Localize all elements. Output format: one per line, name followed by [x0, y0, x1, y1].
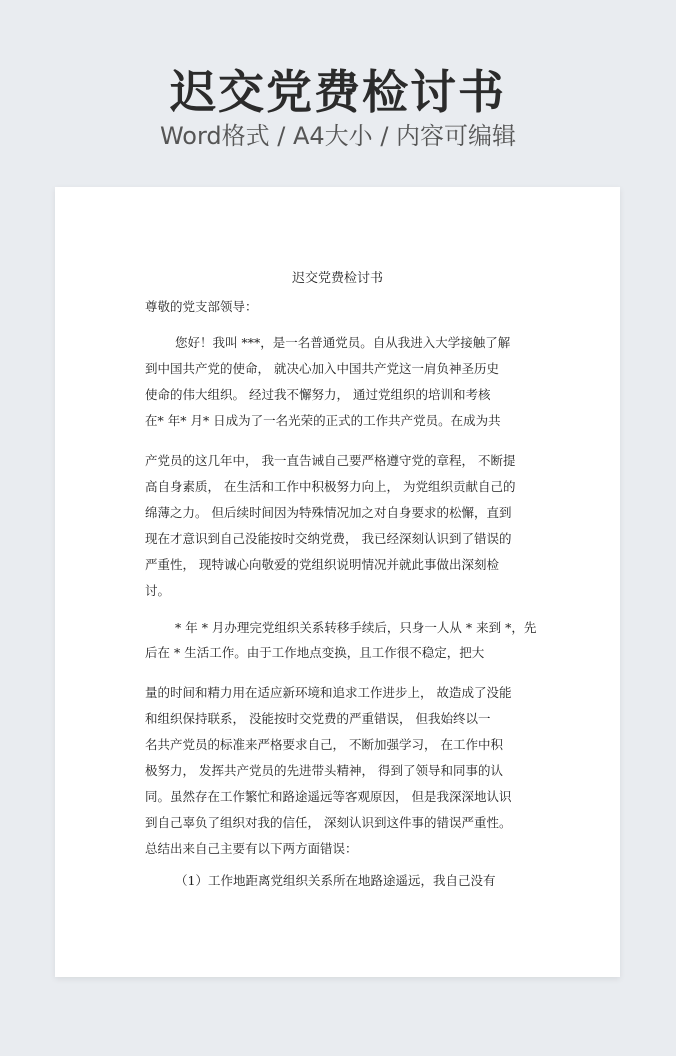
document-line: （1）工作地距离党组织关系所在地路途遥远，我自己没有: [175, 873, 496, 888]
document-body: [55, 187, 620, 977]
document-line: 名共产党员的标准来严格要求自己， 不断加强学习， 在工作中积: [145, 737, 503, 752]
document-line: 您好！我叫 ***，是一名普通党员。自从我进入大学接触了解: [175, 335, 511, 350]
document-page: [55, 187, 620, 977]
document-line: 现在才意识到自己没能按时交纳党费， 我已经深刻认识到了错误的: [145, 531, 512, 546]
document-line: 讨。: [145, 583, 171, 598]
document-line: 极努力， 发挥共产党员的先进带头精神， 得到了领导和同事的认: [145, 763, 503, 778]
document-line: 产党员的这几年中， 我一直告诫自己要严格遵守党的章程， 不断提: [145, 453, 516, 468]
document-greeting: 尊敬的党支部领导：: [145, 299, 258, 314]
document-line: 绵薄之力。 但后续时间因为特殊情况加之对自身要求的松懈，直到: [145, 505, 512, 520]
document-line: 量的时间和精力用在适应新环境和追求工作进步上， 故造成了没能: [145, 685, 512, 700]
document-line: 到自己辜负了组织对我的信任， 深刻认识到这件事的错误严重性。: [145, 815, 512, 830]
document-line: 在* 年* 月* 日成为了一名光荣的正式的工作共产党员。在成为共: [145, 413, 501, 428]
document-line: 高自身素质， 在生活和工作中积极努力向上， 为党组织贡献自己的: [145, 479, 516, 494]
document-line: 同。虽然存在工作繁忙和路途遥远等客观原因， 但是我深深地认识: [145, 789, 512, 804]
document-line: * 年 * 月办理完党组织关系转移手续后，只身一人从 * 来到 *，先: [175, 620, 537, 635]
document-line: 和组织保持联系， 没能按时交党费的严重错误， 但我始终以一: [145, 711, 491, 726]
document-line: 严重性， 现特诚心向敬爱的党组织说明情况并就此事做出深刻检: [145, 557, 499, 572]
document-line: 使命的伟大组织。 经过我不懈努力， 通过党组织的培训和考核: [145, 387, 491, 402]
banner-subtitle: Word格式 / A4大小 / 内容可编辑: [159, 122, 517, 150]
banner-title: 迟交党费检讨书: [170, 65, 506, 119]
document-title: 迟交党费检讨书: [291, 271, 383, 286]
document-line: 到中国共产党的使命， 就决心加入中国共产党这一肩负神圣历史: [145, 361, 499, 376]
document-line: 总结出来自己主要有以下两方面错误：: [145, 841, 358, 856]
document-line: 后在 * 生活工作。由于工作地点变换，且工作很不稳定，把大: [145, 645, 485, 660]
